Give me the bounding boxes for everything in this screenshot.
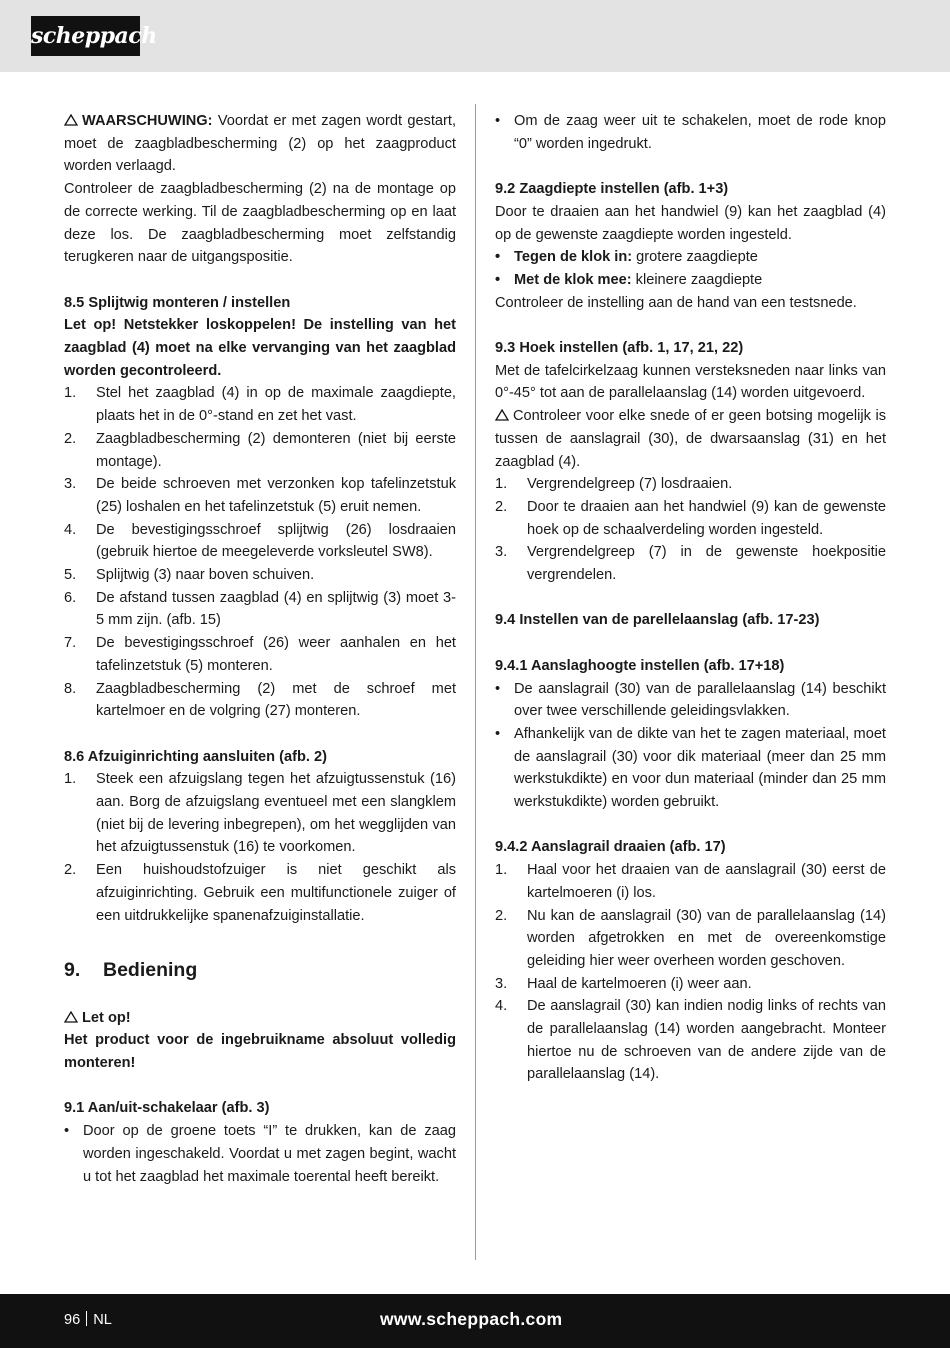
section-9-3-title: 9.3 Hoek instellen (afb. 1, 17, 21, 22) — [495, 340, 744, 356]
list-item: • Om de zaag weer uit te schakelen, moet de rode knop “0” worden ingedrukt. — [495, 113, 886, 152]
section-9-notice: Het product voor de ingebruikname absoluut volledig monteren! — [64, 1032, 456, 1072]
section-9-1-bullets-continued — [495, 110, 886, 155]
list-item: • Tegen de klok in: grotere zaagdiepte — [495, 249, 758, 266]
list-item: 1. Vergrendelgreep (7) losdraaien. — [495, 476, 733, 493]
list-item: 2. Nu kan de aanslagrail (30) van de parallelaanslag (14) worden afgetrokken en met de overeenkomstige geleiding hier weer overheen worden geschoven. — [495, 907, 886, 969]
page-footer — [0, 1294, 950, 1348]
list-item: • De aanslagrail (30) van de parallelaanslag (14) beschikt over twee verschillende geleidingsvlakken. — [495, 680, 886, 720]
left-column — [64, 110, 456, 1188]
section-9-4-2-steps — [495, 859, 886, 1086]
page-header — [0, 0, 950, 72]
warning-triangle-icon — [64, 1011, 78, 1023]
section-9-4-title: 9.4 Instellen van de parellelaanslag (afb. 17-23) — [495, 612, 820, 629]
section-9-2-check: Controleer de instelling aan de hand van een testsnede. — [495, 294, 857, 311]
list-item: 6. De afstand tussen zaagblad (4) en splijtwig (3) moet 3-5 mm zijn. (afb. 15) — [64, 589, 456, 629]
section-9-warning: Let op! — [64, 1007, 456, 1030]
section-9-2-text: Door te draaien aan het handwiel (9) kan het zaagblad (4) op de gewenste zaagdiepte worden ingesteld. — [495, 203, 886, 243]
section-8-6-title: 8.6 Afzuiginrichting aansluiten (afb. 2) — [64, 748, 327, 765]
separator — [86, 1311, 87, 1326]
list-item: 2. Een huishoudstofzuiger is niet geschikt als afzuiginrichting. Gebruik een multifunctionele zuiger of een uitdrukkelijke spanenafzuiginstallatie. — [64, 862, 456, 924]
list-item: 1. Haal voor het draaien van de aanslagrail (30) eerst de kartelmoeren (i) los. — [495, 862, 886, 901]
section-9-2-title: 9.2 Zaagdiepte instellen (afb. 1+3) — [495, 181, 729, 198]
list-item: • Afhankelijk van de dikte van het te zagen materiaal, moet de aanslagrail (30) voor dik materiaal (meer dan 25 mm werkstukdikte) en voor dun materiaal (minder dan 25 mm werkstukdikte) worden gebruikt. — [495, 725, 886, 811]
list-item: • Door op de groene toets “I” te drukken, kan de zaag worden ingeschakeld. Voordat u met zagen begint, wacht u tot het zaagblad het maximale toerental heeft bereikt. — [64, 1123, 456, 1185]
page-number: 96 — [64, 1312, 81, 1328]
list-item: 3. Vergrendelgreep (7) in de gewenste hoekpositie vergrendelen. — [495, 544, 886, 584]
warning-paragraph — [64, 110, 456, 178]
website-link[interactable]: www.scheppach.com — [380, 1309, 563, 1329]
list-item: 2. Zaagbladbescherming (2) demonteren (niet bij eerste montage). — [64, 430, 456, 470]
list-item: 5. Splijtwig (3) naar boven schuiven. — [64, 567, 315, 584]
check-paragraph: Controleer de zaagbladbescherming (2) na de montage op de correcte werking. Til de zaagbladbescherming op en laat deze los. De zaagbladbescherming moet zelfstandig terugkeren naar de uitgangspositie. — [64, 181, 456, 266]
list-item: 4. De aanslagrail (30) kan indien nodig links of rechts van de parallelaanslag (14) worden aangebracht. Monteer hiertoe nu de schroeven van de andere zijde van de parallelaanslag (14). — [495, 998, 886, 1083]
section-9-3-warning: Controleer voor elke snede of er geen botsing mogelijk is tussen de aanslagrail (30), de dwarsaanslag (31) en het zaagblad (4). — [495, 408, 886, 470]
list-item: 3. De beide schroeven met verzonken kop tafelinzetstuk (25) loshalen en het tafelinzetstuk (5) eruit nemen. — [64, 476, 456, 515]
section-9-3-steps — [495, 473, 886, 587]
section-8-6-steps — [64, 768, 456, 927]
list-item: • Met de klok mee: kleinere zaagdiepte — [495, 271, 763, 288]
list-item: 8. Zaagbladbescherming (2) met de schroef met kartelmoer en de volgring (27) monteren. — [64, 680, 456, 720]
right-column — [495, 110, 886, 1086]
section-9-4-1-title: 9.4.1 Aanslaghoogte instellen (afb. 17+18) — [495, 657, 785, 674]
list-item: 3. Haal de kartelmoeren (i) weer aan. — [495, 975, 752, 992]
warning-triangle-icon — [495, 409, 509, 421]
section-9-4-2-title: 9.4.2 Aanslagrail draaien (afb. 17) — [495, 839, 726, 856]
section-8-5-title: 8.5 Splijtwig monteren / instellen — [64, 294, 291, 311]
section-8-5-steps — [64, 382, 456, 723]
page-info — [64, 1310, 112, 1330]
section-9-4-1-bullets — [495, 678, 886, 814]
section-9-3-text: Met de tafelcirkelzaag kunnen versteksneden naar links van 0°-45° tot aan de parallelaanslag (14) worden uitgevoerd. — [495, 362, 886, 402]
list-item: 7. De bevestigingsschroef (26) weer aanhalen en het tafelinzetstuk (5) monteren. — [64, 635, 456, 674]
warning-triangle-icon — [64, 114, 78, 126]
brand-logo: scheppach — [31, 16, 140, 56]
warning-text: Voordat er met zagen wordt gestart, moet de zaagbladbescherming (2) op het zaagproduct worden verlaagd. — [64, 113, 456, 175]
column-divider — [475, 104, 476, 1260]
list-item: 4. De bevestigingsschroef splijtwig (26) losdraaien (gebruik hiertoe de meegeleverde vorksleutel SW8). — [64, 521, 456, 561]
section-9-1-title: 9.1 Aan/uit-schakelaar (afb. 3) — [64, 1100, 270, 1117]
section-8-5-notice: Let op! Netstekker loskoppelen! De instelling van het zaagblad (4) moet na elke vervanging van het zaagblad worden gecontroleerd. — [64, 317, 456, 379]
section-9-1-bullets — [64, 1120, 456, 1188]
section-9-2-bullets — [495, 246, 886, 291]
language-code: NL — [93, 1312, 112, 1328]
section-9-heading: 9. Bediening — [64, 958, 198, 981]
list-item: 2. Door te draaien aan het handwiel (9) kan de gewenste hoek op de schaalverdeling worden ingesteld. — [495, 498, 886, 538]
list-item: 1. Stel het zaagblad (4) in op de maximale zaagdiepte, plaats het in de 0°-stand en zet het vast. — [64, 385, 456, 425]
list-item: 1. Steek een afzuigslang tegen het afzuigtussenstuk (16) aan. Borg de afzuigslang eventueel met een slangklem (niet bij de levering inbegrepen), om het wegglijden van het afzuigtussenstuk (16) te voorkomen. — [64, 771, 456, 856]
warning-label: WAARSCHUWING: — [82, 113, 213, 129]
